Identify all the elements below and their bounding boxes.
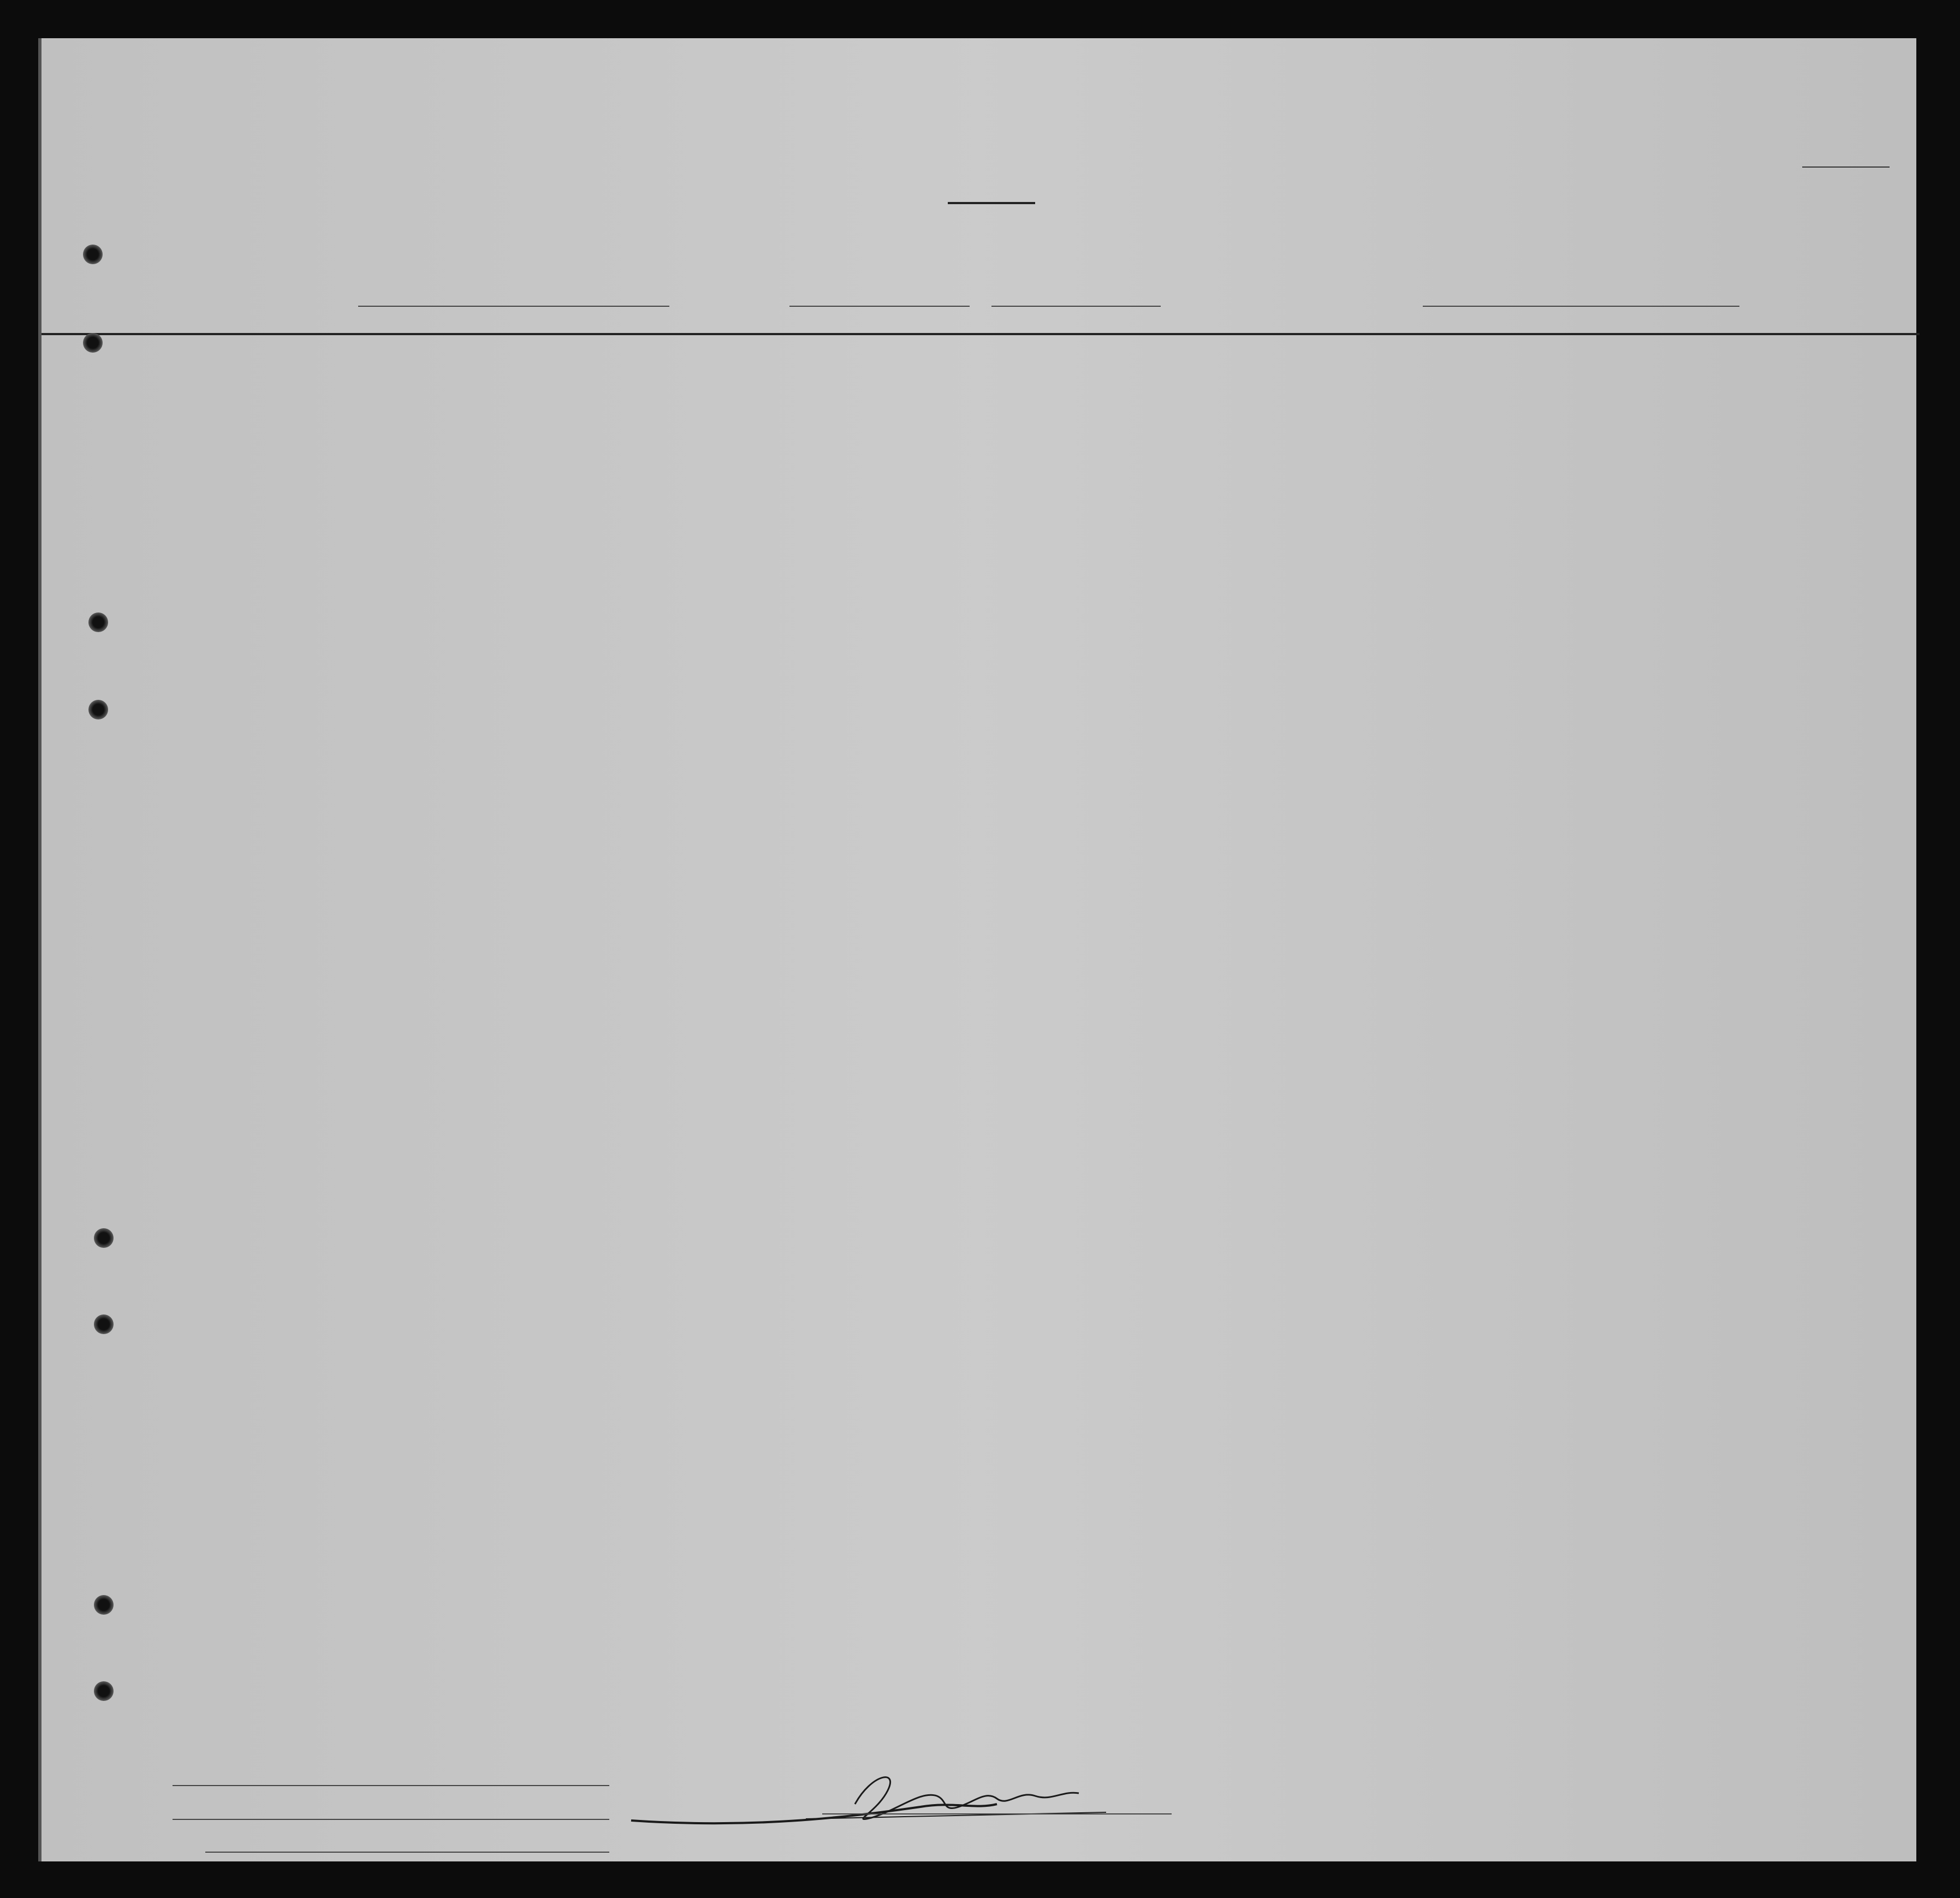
binder-hole (88, 700, 108, 719)
binder-hole (88, 612, 108, 632)
binder-hole (94, 1681, 114, 1701)
owners-underline (173, 1819, 609, 1820)
inspector-signature (615, 1758, 1215, 1845)
binder-hole (94, 1314, 114, 1334)
inspector-underline (822, 1813, 1172, 1814)
binder-hole (94, 1595, 114, 1615)
binder-hole (94, 1228, 114, 1248)
table-grid (41, 38, 1920, 1861)
binder-hole (83, 245, 103, 264)
line-underline (173, 1785, 609, 1786)
manifest-sheet (38, 38, 1916, 1861)
agents-underline (205, 1852, 609, 1853)
binder-hole (83, 333, 103, 353)
